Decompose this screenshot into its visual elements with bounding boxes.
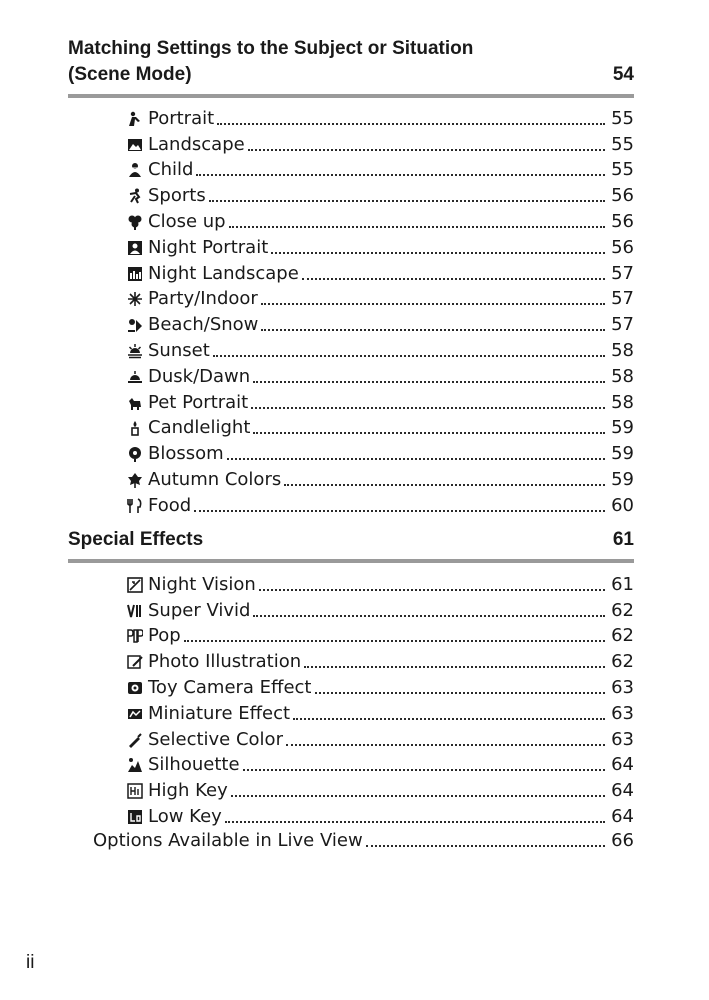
entry-page-number: 66 [611,829,634,851]
entry-page-number: 57 [611,288,634,310]
entry-label: Sports [148,185,206,207]
entry-label: Pet Portrait [148,391,249,413]
entry-label: Low Key [148,805,222,827]
beach-snow-icon [127,317,143,333]
section-divider [68,559,634,563]
entry-page-number: 62 [611,625,634,647]
entry-label: Photo Illustration [148,651,302,673]
section-title-line1: Matching Settings to the Subject or Situation [68,38,474,59]
dot-leader [315,692,606,694]
section-page-number: 61 [612,529,634,550]
toc-entry[interactable] [127,310,634,336]
dot-leader [366,845,605,847]
entry-label: Night Portrait [148,236,269,258]
dot-leader [253,381,605,383]
dot-leader [225,821,605,823]
night-vision-icon [127,577,143,593]
dot-leader [271,252,605,254]
entry-label: Candlelight [148,417,251,439]
miniature-effect-icon [127,706,143,722]
sports-icon [127,188,143,204]
food-icon [127,498,143,514]
entry-label: Night Landscape [148,262,299,284]
toc-entry[interactable] [127,491,634,517]
section-divider [68,94,634,98]
dot-leader [231,795,605,797]
entry-page-number: 59 [611,417,634,439]
entry-page-number: 61 [611,573,634,595]
selective-color-icon [127,732,143,748]
toc-entry[interactable] [127,181,634,207]
candlelight-icon [127,420,143,436]
entry-page-number: 57 [611,262,634,284]
entry-label: Toy Camera Effect [148,676,312,698]
toy-camera-icon [127,680,143,696]
blossom-icon [127,446,143,462]
dot-leader [217,123,605,125]
dot-leader [253,432,605,434]
entry-label: Dusk/Dawn [148,365,251,387]
toc-entry[interactable] [127,104,634,130]
dusk-dawn-icon [127,369,143,385]
entry-page-number: 59 [611,443,634,465]
toc-entry[interactable] [127,233,634,259]
toc-entry[interactable] [127,156,634,182]
photo-illustration-icon [127,654,143,670]
entry-label: Super Vivid [148,599,251,621]
toc-entry[interactable] [127,647,634,673]
toc-entry[interactable] [127,388,634,414]
entry-label: Portrait [148,107,215,129]
dot-leader [293,718,605,720]
section-special-effects [68,527,634,563]
dot-leader [248,149,605,151]
dot-leader [243,769,605,771]
dot-leader [284,484,605,486]
entry-page-number: 57 [611,314,634,336]
toc-entry-live-view[interactable] [93,826,634,852]
dot-leader [251,407,605,409]
entry-label: Food [148,494,192,516]
toc-entry[interactable] [127,776,634,802]
entry-label: Child [148,159,194,181]
toc-entry[interactable] [127,207,634,233]
dot-leader [184,640,605,642]
silhouette-icon [127,757,143,773]
toc-entry[interactable] [127,285,634,311]
toc-entry[interactable] [127,725,634,751]
section-title-line1: Special Effects [68,529,204,550]
special-effects-entry-list [127,570,634,828]
dot-leader [213,355,605,357]
entry-label: Silhouette [148,754,240,776]
entry-label: High Key [148,780,228,802]
dot-leader [259,589,605,591]
toc-entry[interactable] [127,673,634,699]
portrait-icon [127,111,143,127]
child-icon [127,162,143,178]
entry-page-number: 62 [611,599,634,621]
dot-leader [261,329,605,331]
party-indoor-icon [127,291,143,307]
toc-entry[interactable] [127,802,634,828]
dot-leader [209,200,605,202]
dot-leader [227,458,605,460]
entry-page-number: 58 [611,391,634,413]
entry-label: Blossom [148,443,224,465]
page-footer-number: ii [26,952,35,973]
toc-entry[interactable] [127,439,634,465]
scene-mode-entry-list [127,104,634,517]
high-key-icon [127,783,143,799]
landscape-icon [127,137,143,153]
entry-page-number: 56 [611,185,634,207]
pop-icon [127,628,143,644]
dot-leader [302,278,605,280]
toc-entry[interactable] [127,414,634,440]
entry-page-number: 56 [611,210,634,232]
night-landscape-icon [127,266,143,282]
section-scene-mode [68,36,634,98]
autumn-colors-icon [127,472,143,488]
entry-label: Close up [148,210,226,232]
toc-entry[interactable] [127,570,634,596]
pet-portrait-icon [127,395,143,411]
entry-label: Miniature Effect [148,702,291,724]
dot-leader [304,666,605,668]
night-portrait-icon [127,240,143,256]
entry-page-number: 58 [611,339,634,361]
entry-page-number: 64 [611,754,634,776]
entry-page-number: 62 [611,651,634,673]
close-up-icon [127,214,143,230]
entry-page-number: 56 [611,236,634,258]
entry-label: Selective Color [148,728,283,750]
toc-entry[interactable] [127,622,634,648]
dot-leader [286,744,605,746]
entry-page-number: 59 [611,468,634,490]
entry-page-number: 63 [611,728,634,750]
dot-leader [253,615,605,617]
dot-leader [196,174,605,176]
section-page-number: 54 [612,64,634,85]
entry-page-number: 55 [611,133,634,155]
dot-leader [229,226,605,228]
entry-page-number: 58 [611,365,634,387]
entry-label: Pop [148,625,181,647]
toc-entry[interactable] [127,751,634,777]
toc-entry[interactable] [127,259,634,285]
entry-page-number: 63 [611,676,634,698]
section-title-line2: (Scene Mode) [68,64,192,85]
low-key-icon [127,809,143,825]
entry-page-number: 64 [611,780,634,802]
entry-label: Options Available in Live View [93,829,363,851]
toc-entry[interactable] [127,130,634,156]
toc-entry[interactable] [127,336,634,362]
entry-label: Night Vision [148,573,256,595]
toc-entry[interactable] [127,596,634,622]
section-heading[interactable] [68,36,634,88]
entry-page-number: 60 [611,494,634,516]
entry-page-number: 55 [611,159,634,181]
dot-leader [194,510,605,512]
entry-page-number: 63 [611,702,634,724]
entry-page-number: 55 [611,107,634,129]
entry-page-number: 64 [611,805,634,827]
toc-entry[interactable] [127,362,634,388]
toc-entry[interactable] [127,465,634,491]
toc-entry[interactable] [127,699,634,725]
sunset-icon [127,343,143,359]
entry-label: Beach/Snow [148,314,259,336]
super-vivid-icon [127,603,143,619]
dot-leader [261,303,605,305]
entry-label: Autumn Colors [148,468,282,490]
section-heading[interactable] [68,527,634,553]
entry-label: Party/Indoor [148,288,258,310]
entry-label: Sunset [148,339,210,361]
entry-label: Landscape [148,133,245,155]
